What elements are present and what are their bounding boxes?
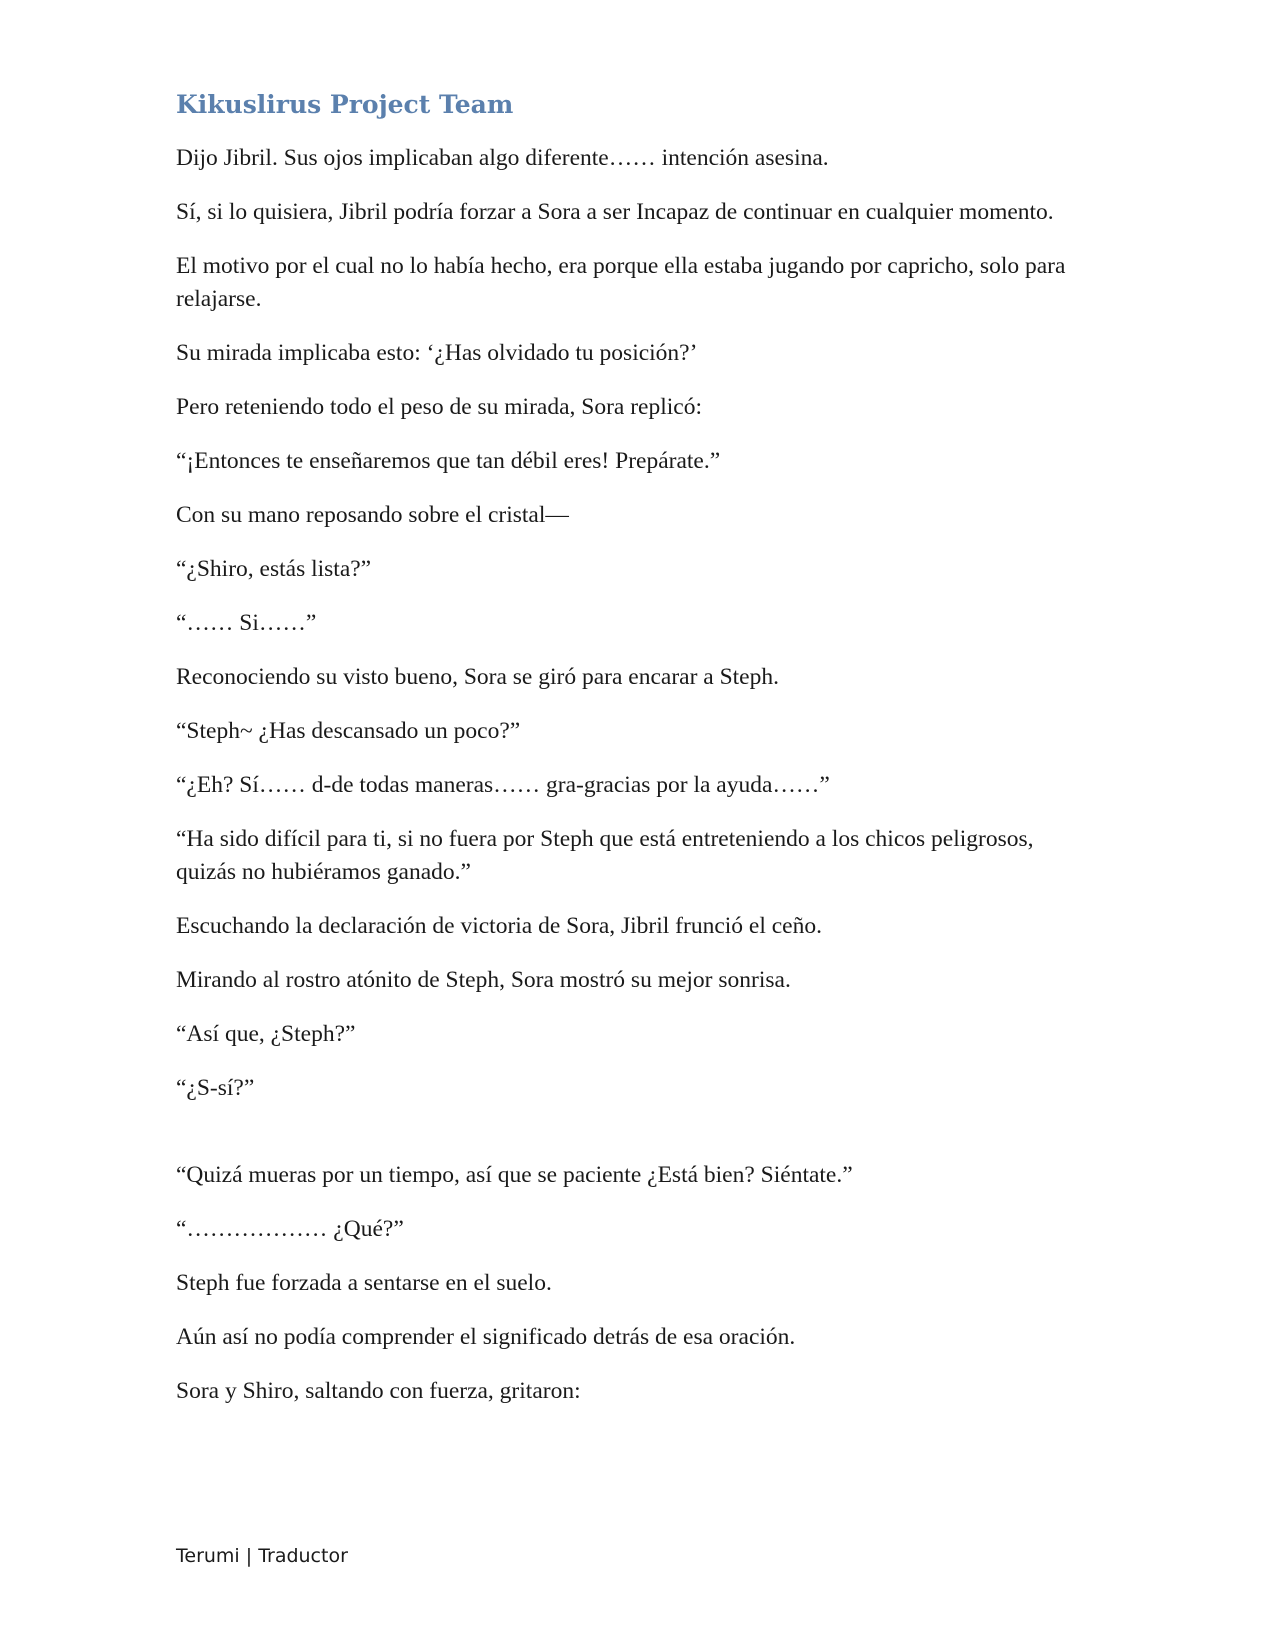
paragraph: Mirando al rostro atónito de Steph, Sora mostró su mejor sonrisa.	[176, 967, 791, 993]
paragraph: “…… Si……”	[176, 610, 317, 636]
paragraph: “¡Entonces te enseñaremos que tan débil eres! Prepárate.”	[176, 448, 721, 474]
paragraph: “¿Eh? Sí…… d-de todas maneras…… gra-gracias por la ayuda……”	[176, 772, 830, 798]
paragraph: “……………… ¿Qué?”	[176, 1216, 404, 1242]
paragraph: “Steph~ ¿Has descansado un poco?”	[176, 718, 521, 744]
page-header-title: Kikuslirus Project Team	[176, 90, 514, 119]
paragraph: “Quizá mueras por un tiempo, así que se paciente ¿Está bien? Siéntate.”	[176, 1162, 853, 1188]
paragraph: Escuchando la declaración de victoria de Sora, Jibril frunció el ceño.	[176, 913, 822, 939]
paragraph: Con su mano reposando sobre el cristal—	[176, 502, 569, 528]
paragraph: Pero reteniendo todo el peso de su mirada, Sora replicó:	[176, 394, 702, 420]
paragraph: “¿S-sí?”	[176, 1075, 255, 1101]
paragraph: Sora y Shiro, saltando con fuerza, gritaron:	[176, 1378, 581, 1404]
page-footer: Terumi | Traductor	[176, 1545, 348, 1567]
paragraph: “¿Shiro, estás lista?”	[176, 556, 372, 582]
paragraph: Sí, si lo quisiera, Jibril podría forzar a Sora a ser Incapaz de continuar en cualquier momento.	[176, 199, 1054, 225]
paragraph: Dijo Jibril. Sus ojos implicaban algo diferente…… intención asesina.	[176, 145, 829, 171]
paragraph: Steph fue forzada a sentarse en el suelo.	[176, 1270, 552, 1296]
paragraph: Su mirada implicaba esto: ‘¿Has olvidado tu posición?’	[176, 340, 698, 366]
paragraph: “Así que, ¿Steph?”	[176, 1021, 356, 1047]
paragraph: El motivo por el cual no lo había hecho, era porque ella estaba jugando por capricho, solo para relajarse.	[176, 253, 1066, 312]
document-body	[176, 142, 1096, 1429]
paragraph: “Ha sido difícil para ti, si no fuera por Steph que está entreteniendo a los chicos peligrosos, quizás no hubiéramos ganado.”	[176, 826, 1034, 885]
paragraph: Reconociendo su visto bueno, Sora se giró para encarar a Steph.	[176, 664, 779, 690]
paragraph: Aún así no podía comprender el significado detrás de esa oración.	[176, 1324, 796, 1350]
